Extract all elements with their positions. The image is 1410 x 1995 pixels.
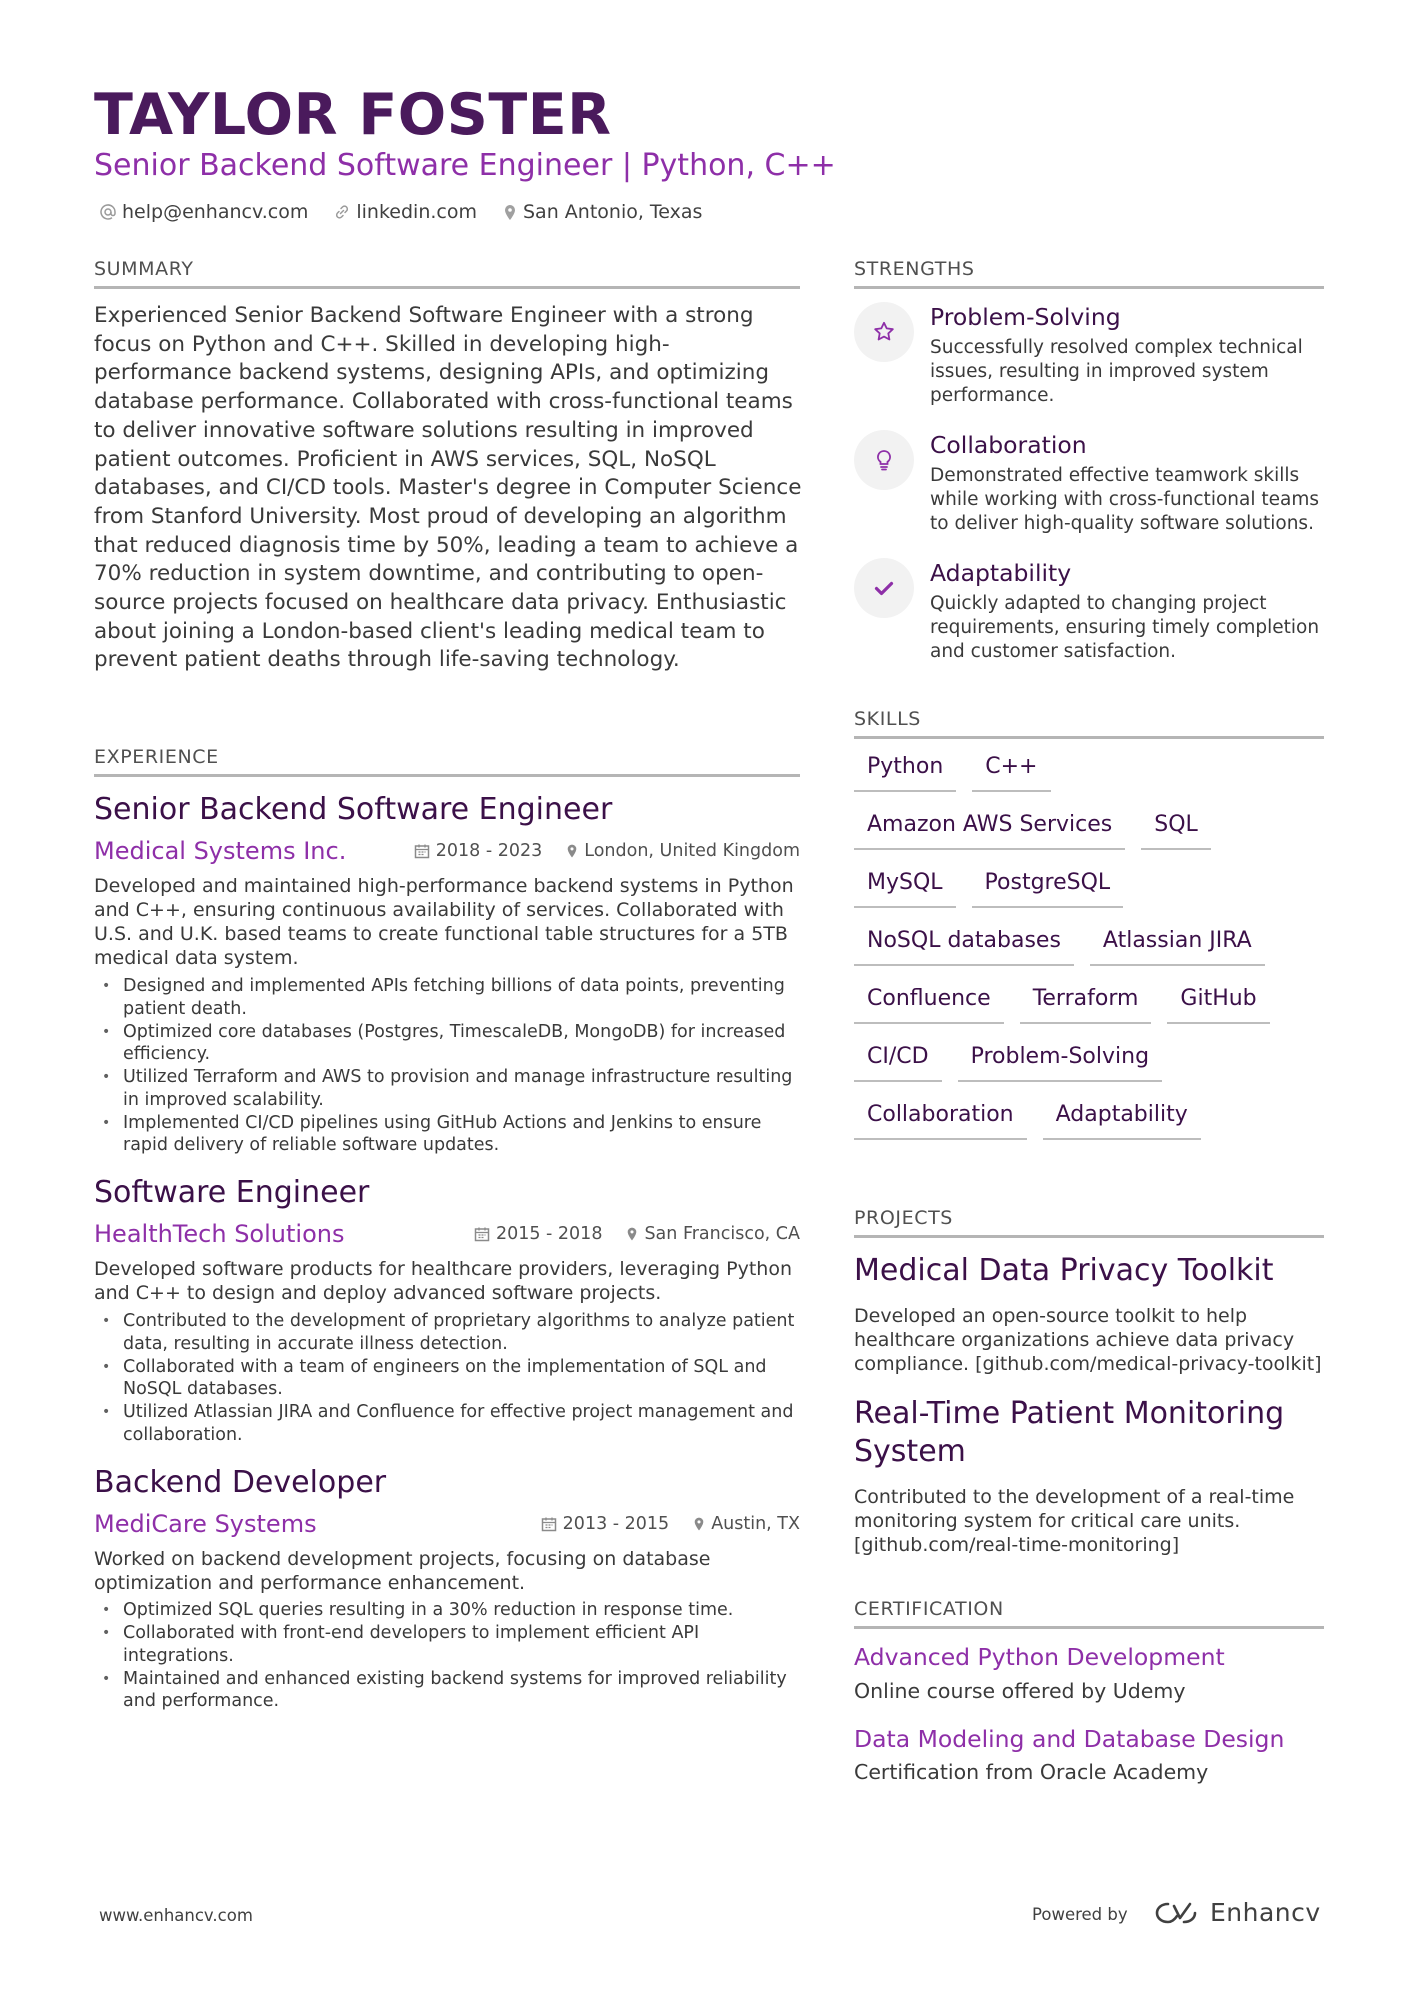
job-bullet: • Collaborated with a team of engineers on the implementation of SQL and NoSQL databases. bbox=[94, 1356, 800, 1401]
contact-linkedin[interactable] bbox=[334, 198, 477, 226]
strength-item bbox=[854, 558, 1324, 668]
footer-powered-by: Powered by bbox=[1032, 1905, 1128, 1924]
skills-section-title: SKILLS bbox=[854, 706, 1324, 739]
job-bullet: • Contributed to the development of proprietary algorithms to analyze patient data, resulting in accurate illness detection. bbox=[94, 1310, 800, 1355]
certification-title: Advanced Python Development bbox=[854, 1643, 1225, 1671]
skill-tag: Adaptability bbox=[1043, 1100, 1201, 1140]
skill-tag: Terraform bbox=[1020, 984, 1152, 1024]
skill-tag: C++ bbox=[972, 752, 1050, 792]
calendar-icon bbox=[541, 1516, 557, 1532]
email-text: help@enhancv.com bbox=[122, 201, 309, 223]
job-meta-row bbox=[94, 1217, 800, 1251]
summary-section-title: SUMMARY bbox=[94, 256, 800, 289]
certification-description: Certification from Oracle Academy bbox=[854, 1760, 1209, 1784]
enhancv-logo[interactable] bbox=[1152, 1898, 1321, 1927]
job-bullet: • Utilized Atlassian JIRA and Confluence for effective project management and collaboration. bbox=[94, 1401, 800, 1446]
job-bullet: • Maintained and enhanced existing backend systems for improved reliability and performance. bbox=[94, 1668, 800, 1713]
strengths-section-title: STRENGTHS bbox=[854, 256, 1324, 289]
job-location-text: London, United Kingdom bbox=[584, 841, 800, 861]
strength-title: Collaboration bbox=[930, 431, 1087, 459]
skill-tag: GitHub bbox=[1167, 984, 1269, 1024]
job-dates bbox=[414, 841, 543, 861]
skill-tag: Collaboration bbox=[854, 1100, 1027, 1140]
company-name: MediCare Systems bbox=[94, 1510, 317, 1538]
certification-title: Data Modeling and Database Design bbox=[854, 1725, 1285, 1753]
job-bullet: • Optimized core databases (Postgres, TimescaleDB, MongoDB) for increased efficiency. bbox=[94, 1021, 800, 1066]
enhancv-logo-icon bbox=[1152, 1900, 1200, 1926]
project-title: Medical Data Privacy Toolkit bbox=[854, 1253, 1274, 1288]
job-description: Developed software products for healthcare providers, leveraging Python and C++ to design and deploy advanced software projects. bbox=[94, 1258, 793, 1304]
skill-tag: PostgreSQL bbox=[972, 868, 1124, 908]
project-description: Developed an open-source toolkit to help healthcare organizations achieve data privacy compliance. [github.com/medical-privacy-toolkit] bbox=[854, 1305, 1322, 1375]
headline: Senior Backend Software Engineer | Python, C++ bbox=[94, 148, 836, 183]
job-dates-text: 2018 - 2023 bbox=[435, 841, 543, 861]
skill-tag: Problem-Solving bbox=[958, 1042, 1162, 1082]
job-title: Software Engineer bbox=[94, 1175, 370, 1210]
contact-location bbox=[503, 198, 702, 226]
job-bullet: • Utilized Terraform and AWS to provision and manage infrastructure resulting in improved scalability. bbox=[94, 1066, 800, 1111]
job-dates bbox=[474, 1224, 603, 1244]
strength-title: Problem-Solving bbox=[930, 303, 1121, 331]
experience-section-title: EXPERIENCE bbox=[94, 744, 800, 777]
job-title: Senior Backend Software Engineer bbox=[94, 792, 613, 827]
strength-item bbox=[854, 430, 1324, 540]
location-pin-icon bbox=[693, 1516, 705, 1532]
project-title: Real-Time Patient Monitoring System bbox=[854, 1396, 1285, 1469]
job-bullet: • Optimized SQL queries resulting in a 30% reduction in response time. bbox=[94, 1599, 800, 1622]
job-location-text: Austin, TX bbox=[711, 1514, 800, 1534]
job-location-text: San Francisco, CA bbox=[644, 1224, 800, 1244]
skill-tag: Confluence bbox=[854, 984, 1004, 1024]
skill-tag: Python bbox=[854, 752, 956, 792]
job-meta-row bbox=[94, 1507, 800, 1541]
job-dates-text: 2013 - 2015 bbox=[562, 1514, 670, 1534]
skill-tag: SQL bbox=[1141, 810, 1211, 850]
calendar-icon bbox=[474, 1226, 490, 1242]
job-location bbox=[693, 1514, 800, 1534]
job-meta-row bbox=[94, 834, 800, 868]
certification-section-title: CERTIFICATION bbox=[854, 1596, 1324, 1629]
job-bullets bbox=[94, 1310, 800, 1447]
candidate-name: TAYLOR FOSTER bbox=[94, 82, 612, 148]
contact-email[interactable] bbox=[100, 198, 308, 226]
job-bullet: • Designed and implemented APIs fetching billions of data points, preventing patient death. bbox=[94, 975, 800, 1020]
strength-description: Demonstrated effective teamwork skills while working with cross-functional teams to deliver high-quality software solutions. bbox=[930, 465, 1319, 534]
linkedin-text: linkedin.com bbox=[356, 201, 477, 223]
skills-list bbox=[854, 752, 1324, 1140]
job-location bbox=[626, 1224, 800, 1244]
skill-tag: Amazon AWS Services bbox=[854, 810, 1125, 850]
location-pin-icon bbox=[566, 843, 578, 859]
check-icon bbox=[854, 558, 914, 618]
job-description: Developed and maintained high-performance backend systems in Python and C++, ensuring continuous availability of services. Collaborated with U.S. and U.K. based teams to create functional table structures for a 5TB medical data system. bbox=[94, 875, 794, 969]
job-bullet: • Collaborated with front-end developers to implement efficient API integrations. bbox=[94, 1622, 800, 1667]
skill-tag: Atlassian JIRA bbox=[1090, 926, 1265, 966]
location-pin-icon bbox=[503, 204, 517, 221]
contact-bar bbox=[100, 198, 702, 226]
at-icon bbox=[100, 204, 116, 220]
company-name: Medical Systems Inc. bbox=[94, 837, 347, 865]
location-text: San Antonio, Texas bbox=[523, 201, 703, 223]
star-icon bbox=[854, 302, 914, 362]
strength-description: Successfully resolved complex technical issues, resulting in improved system performance. bbox=[930, 337, 1303, 406]
lightbulb-icon bbox=[854, 430, 914, 490]
skill-tag: CI/CD bbox=[854, 1042, 942, 1082]
job-dates-text: 2015 - 2018 bbox=[495, 1224, 603, 1244]
job-title: Backend Developer bbox=[94, 1465, 387, 1500]
company-name: HealthTech Solutions bbox=[94, 1220, 345, 1248]
enhancv-brand-text: Enhancv bbox=[1210, 1898, 1321, 1927]
strength-description: Quickly adapted to changing project requirements, ensuring timely completion and customer satisfaction. bbox=[930, 593, 1320, 662]
skill-tag: MySQL bbox=[854, 868, 956, 908]
footer-url[interactable]: www.enhancv.com bbox=[99, 1906, 253, 1925]
certification-description: Online course offered by Udemy bbox=[854, 1679, 1186, 1703]
job-location bbox=[566, 841, 800, 861]
link-icon bbox=[334, 204, 350, 220]
job-bullet: • Implemented CI/CD pipelines using GitHub Actions and Jenkins to ensure rapid delivery of reliable software updates. bbox=[94, 1112, 800, 1157]
job-bullets bbox=[94, 1599, 800, 1713]
job-dates bbox=[541, 1514, 670, 1534]
summary-text: Experienced Senior Backend Software Engineer with a strong focus on Python and C++. Skilled in developing high-performance backend systems, designing APIs, and optimizing database performance. Collaborated with cross-functional teams to deliver innovative software solutions resulting in improved patient outcomes. Proficient in AWS services, SQL, NoSQL databases, and CI/CD tools. Master's degree in Computer Science from Stanford University. Most proud of developing an algorithm that reduced diagnosis time by 50%, leading a team to achieve a 70% reduction in system downtime, and contributing to open-source projects focused on healthcare data privacy. Enthusiastic about joining a London-based client's leading medical team to prevent patient deaths through life-saving technology. bbox=[94, 303, 802, 673]
job-bullets bbox=[94, 975, 800, 1157]
strength-item bbox=[854, 302, 1324, 412]
location-pin-icon bbox=[626, 1226, 638, 1242]
project-description: Contributed to the development of a real-time monitoring system for critical care units. [github.com/real-time-monitoring] bbox=[854, 1486, 1295, 1556]
calendar-icon bbox=[414, 843, 430, 859]
skill-tag: NoSQL databases bbox=[854, 926, 1074, 966]
strength-title: Adaptability bbox=[930, 559, 1072, 587]
projects-section-title: PROJECTS bbox=[854, 1205, 1324, 1238]
job-description: Worked on backend development projects, focusing on database optimization and performance enhancement. bbox=[94, 1548, 711, 1594]
